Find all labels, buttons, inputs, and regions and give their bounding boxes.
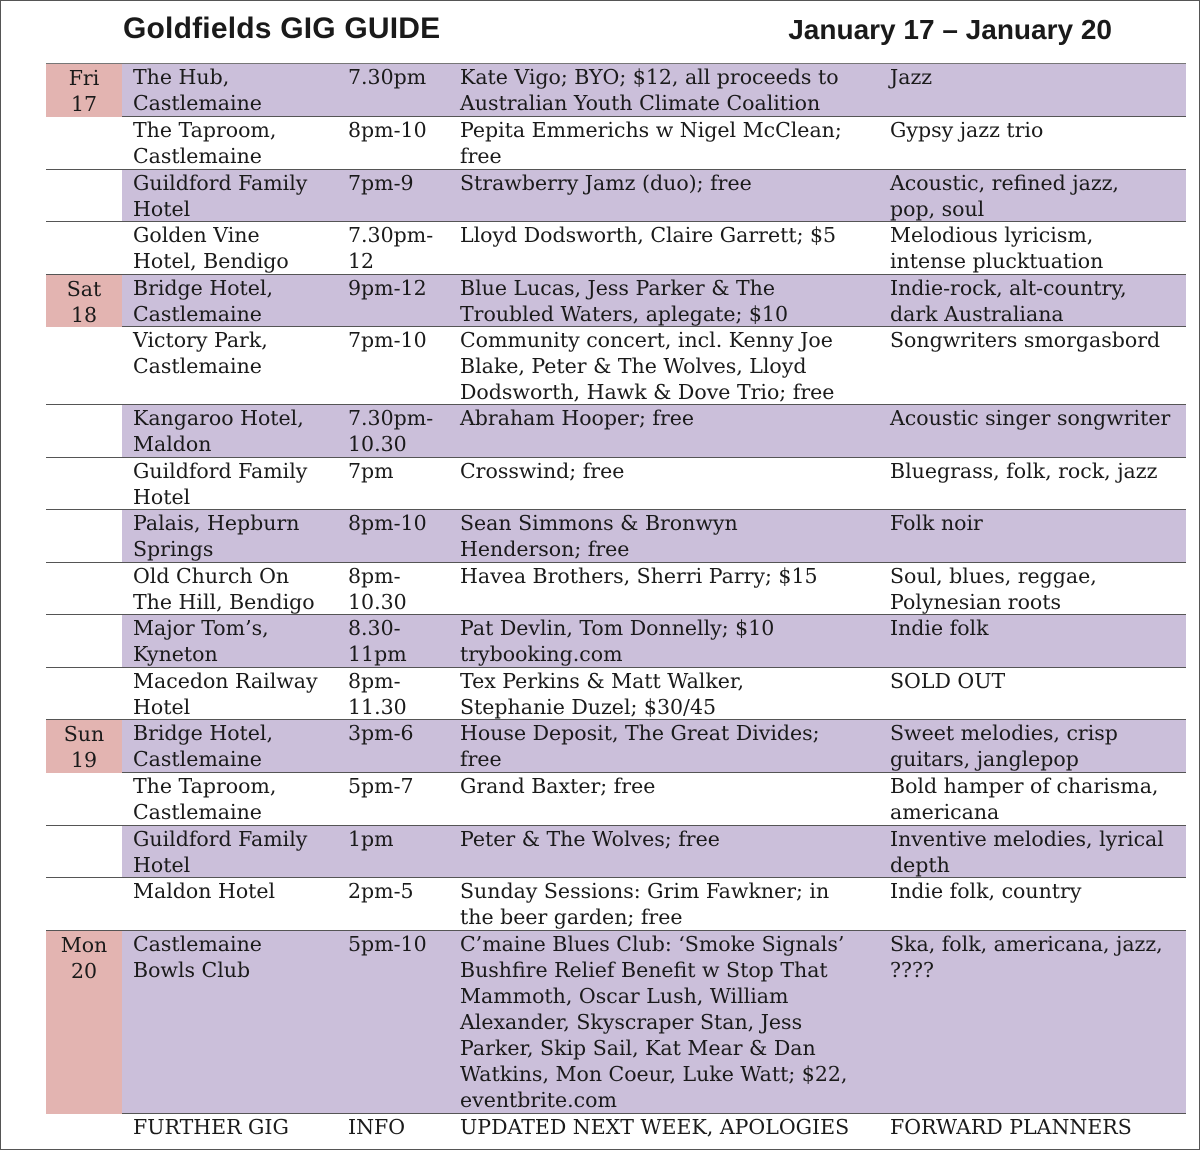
genre-cell: Indie-rock, alt-country, dark Australiana xyxy=(890,276,1127,326)
act-cell: Strawberry Jamz (duo); free xyxy=(460,171,752,195)
venue-cell: Victory Park, Castlemaine xyxy=(133,328,268,378)
time-cell: 8pm-10 xyxy=(348,118,427,142)
day-label: Sat 18 xyxy=(66,277,102,327)
act-cell: Tex Perkins & Matt Walker, Stephanie Duzel; $30/45 xyxy=(460,669,744,719)
genre-cell: Indie folk xyxy=(890,616,989,640)
table-row xyxy=(46,405,1186,458)
time-cell: 9pm-12 xyxy=(348,276,427,300)
venue-cell: The Taproom, Castlemaine xyxy=(133,118,277,168)
time-cell: INFO xyxy=(348,1115,406,1139)
table-row xyxy=(46,773,1186,826)
venue-cell: Guildford Family Hotel xyxy=(133,459,308,509)
gig-table xyxy=(46,64,1186,1146)
venue-cell: Old Church On The Hill, Bendigo xyxy=(133,564,315,614)
time-cell: 7pm-9 xyxy=(348,171,414,195)
act-cell: Community concert, incl. Kenny Joe Blake, Peter & The Wolves, Lloyd Dodsworth, Hawk & Dove Trio; free xyxy=(460,328,835,404)
genre-cell: Indie folk, country xyxy=(890,879,1082,903)
genre-cell: FORWARD PLANNERS xyxy=(890,1115,1132,1139)
act-cell: Sean Simmons & Bronwyn Henderson; free xyxy=(460,511,738,561)
venue-cell: Bridge Hotel, Castlemaine xyxy=(133,721,273,771)
act-cell: Pepita Emmerichs w Nigel McClean; free xyxy=(460,118,842,168)
table-row xyxy=(46,170,1186,222)
table-row xyxy=(46,668,1186,720)
genre-cell: Acoustic, refined jazz, pop, soul xyxy=(890,171,1119,221)
venue-cell: Castlemaine Bowls Club xyxy=(133,932,262,982)
act-cell: Sunday Sessions: Grim Fawkner; in the beer garden; free xyxy=(460,879,830,929)
time-cell: 8.30- 11pm xyxy=(348,616,407,666)
table-row xyxy=(46,615,1186,668)
table-row xyxy=(46,275,1186,327)
page-title: Goldfields GIG GUIDE xyxy=(123,12,441,45)
table-row xyxy=(46,1114,1186,1146)
table-row xyxy=(46,510,1186,563)
venue-cell: Kangaroo Hotel, Maldon xyxy=(133,406,304,456)
time-cell: 8pm-10 xyxy=(348,511,427,535)
genre-cell: Bluegrass, folk, rock, jazz xyxy=(890,459,1158,483)
time-cell: 7pm-10 xyxy=(348,328,427,352)
act-cell: Kate Vigo; BYO; $12, all proceeds to Australian Youth Climate Coalition xyxy=(460,65,839,115)
table-row xyxy=(46,64,1186,117)
genre-cell: Melodious lyricism, intense plucktuation xyxy=(890,223,1104,273)
genre-cell: Songwriters smorgasbord xyxy=(890,328,1161,352)
genre-cell: Acoustic singer songwriter xyxy=(890,406,1171,430)
genre-cell: Bold hamper of charisma, americana xyxy=(890,774,1159,824)
act-cell: Peter & The Wolves; free xyxy=(460,827,720,851)
time-cell: 7.30pm- 10.30 xyxy=(348,406,434,456)
genre-cell: Folk noir xyxy=(890,511,983,535)
act-cell: Crosswind; free xyxy=(460,459,625,483)
time-cell: 7pm xyxy=(348,459,394,483)
table-row xyxy=(46,327,1186,405)
act-cell: Abraham Hooper; free xyxy=(460,406,695,430)
table-row xyxy=(46,458,1186,510)
day-cell xyxy=(46,931,122,1114)
genre-cell: Gypsy jazz trio xyxy=(890,118,1044,142)
header xyxy=(0,0,1200,62)
genre-cell: Sweet melodies, crisp guitars, janglepop xyxy=(890,721,1118,771)
venue-cell: Maldon Hotel xyxy=(133,879,276,903)
time-cell: 3pm-6 xyxy=(348,721,414,745)
day-label: Mon 20 xyxy=(60,933,108,983)
day-label: Sun 19 xyxy=(63,722,105,772)
table-row xyxy=(46,563,1186,615)
genre-cell: Inventive melodies, lyrical depth xyxy=(890,827,1164,877)
venue-cell: Palais, Hepburn Springs xyxy=(133,511,300,561)
time-cell: 8pm- 11.30 xyxy=(348,669,407,719)
venue-cell: Guildford Family Hotel xyxy=(133,827,308,877)
table-row xyxy=(46,826,1186,878)
day-label: Fri 17 xyxy=(68,66,100,116)
date-range: January 17 – January 20 xyxy=(788,14,1112,45)
table-row xyxy=(46,117,1186,170)
genre-cell: Jazz xyxy=(890,65,933,89)
act-cell: Lloyd Dodsworth, Claire Garrett; $5 xyxy=(460,223,837,247)
venue-cell: Guildford Family Hotel xyxy=(133,171,308,221)
table-row xyxy=(46,878,1186,931)
table-row xyxy=(46,720,1186,773)
act-cell: Pat Devlin, Tom Donnelly; $10 trybooking.com xyxy=(460,616,775,666)
act-cell: C’maine Blues Club: ‘Smoke Signals’ Bushfire Relief Benefit w Stop That Mammoth, Oscar Lush, William Alexander, Skyscraper Stan, Jess Parker, Skip Sail, Kat Mear & Dan Watkins, Mon Coeur, Luke Watt; $22, eventbrite.com xyxy=(460,932,848,1112)
act-cell: UPDATED NEXT WEEK, APOLOGIES xyxy=(460,1115,850,1139)
venue-cell: FURTHER GIG xyxy=(133,1115,289,1139)
table-row xyxy=(46,222,1186,275)
venue-cell: The Taproom, Castlemaine xyxy=(133,774,277,824)
venue-cell: Major Tom’s, Kyneton xyxy=(133,616,269,666)
genre-cell: SOLD OUT xyxy=(890,669,1006,693)
act-cell: House Deposit, The Great Divides; free xyxy=(460,721,820,771)
day-cell xyxy=(46,275,122,327)
act-cell: Blue Lucas, Jess Parker & The Troubled Waters, aplegate; $10 xyxy=(460,276,788,326)
venue-cell: Golden Vine Hotel, Bendigo xyxy=(133,223,289,273)
time-cell: 1pm xyxy=(348,827,394,851)
time-cell: 2pm-5 xyxy=(348,879,414,903)
act-cell: Havea Brothers, Sherri Parry; $15 xyxy=(460,564,818,588)
day-cell xyxy=(46,64,122,117)
table-row xyxy=(46,931,1186,1114)
genre-cell: Soul, blues, reggae, Polynesian roots xyxy=(890,564,1097,614)
act-cell: Grand Baxter; free xyxy=(460,774,656,798)
time-cell: 5pm-10 xyxy=(348,932,427,956)
day-cell xyxy=(46,720,122,773)
venue-cell: Macedon Railway Hotel xyxy=(133,669,318,719)
genre-cell: Ska, folk, americana, jazz, ???? xyxy=(890,932,1163,982)
time-cell: 8pm- 10.30 xyxy=(348,564,407,614)
time-cell: 7.30pm- 12 xyxy=(348,223,434,273)
venue-cell: The Hub, Castlemaine xyxy=(133,65,262,115)
time-cell: 5pm-7 xyxy=(348,774,414,798)
venue-cell: Bridge Hotel, Castlemaine xyxy=(133,276,273,326)
time-cell: 7.30pm xyxy=(348,65,427,89)
